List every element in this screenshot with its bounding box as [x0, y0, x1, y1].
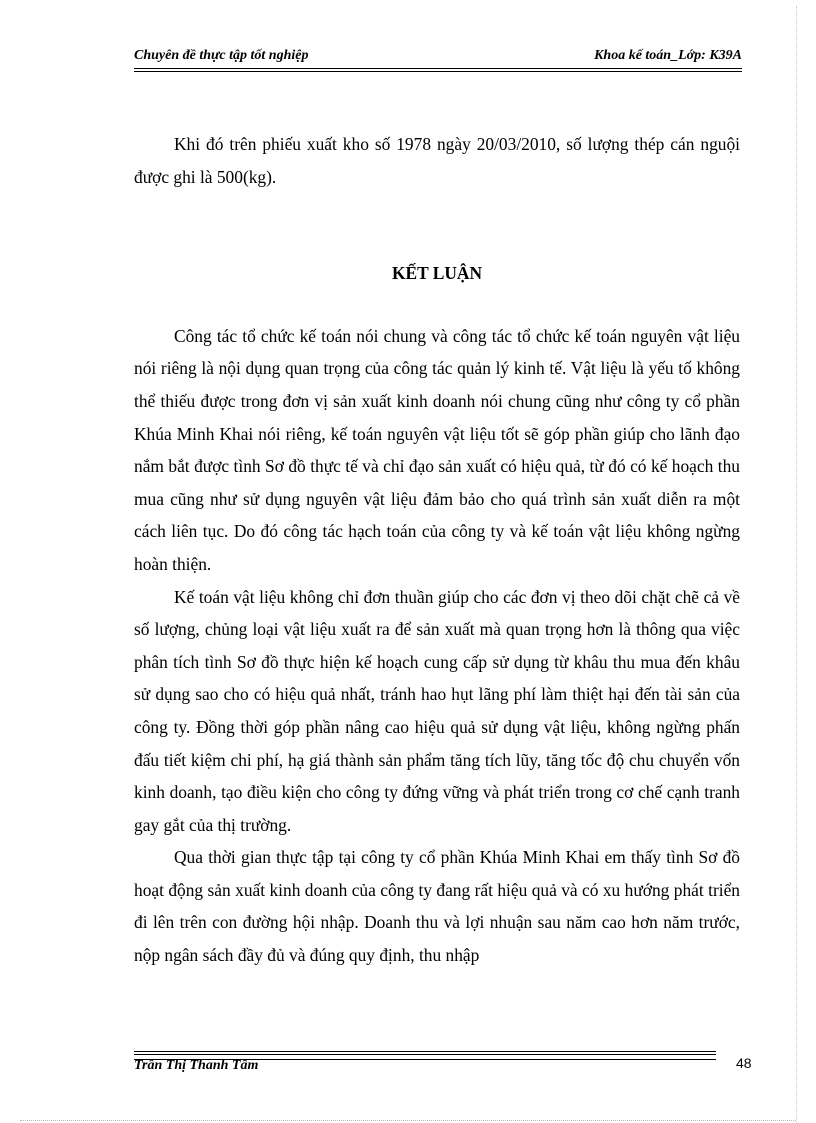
body-paragraph-3: Qua thời gian thực tập tại công ty cổ phần Khúa Minh Khai em thấy tình Sơ đồ hoạt động sản xuất kinh doanh của công ty đang rất hiệu quả và có xu hướng phát triển đi lên trên con đường hội nhập. Doanh thu và lợi nhuận sau năm cao hơn năm trước, nộp ngân sách đầy đủ và đúng quy định, thu nhập — [134, 847, 740, 966]
body-paragraph-2: Kế toán vật liệu không chỉ đơn thuần giúp cho các đơn vị theo dõi chặt chẽ cả về số lượng, chủng loại vật liệu xuất ra để sản xuất mà quan trọng hơn là thông qua việc phân tích tình Sơ đồ thực hiện kế hoạch cung cấp sử dụng từ khâu thu mua đến khâu sử dụng sao cho có hiệu quả nhất, tránh hao hụt lãng phí làm thiệt hại đến tài sản của công ty. Đồng thời góp phần nâng cao hiệu quả sử dụng vật liệu, không ngừng phấn đấu tiết kiệm chi phí, hạ giá thành sản phẩm tăng tích lũy, tăng tốc độ chu chuyển vốn kinh doanh, tạo điều kiện cho công ty đứng vững và phát triển trong cơ chế cạnh tranh gay gắt của thị trường. — [134, 586, 740, 835]
section-title: KẾT LUẬN — [391, 263, 483, 284]
intro-paragraph: Khi đó trên phiếu xuất kho số 1978 ngày 20/03/2010, số lượng thép cán nguội được ghi là 500(kg). — [134, 134, 740, 187]
header-document-title: Chuyên đề thực tập tốt nghiệp — [134, 48, 309, 63]
page-edge-bottom — [20, 1120, 796, 1121]
page-edge-right — [796, 6, 805, 1122]
header-divider — [134, 68, 742, 72]
document-body — [134, 128, 740, 972]
footer-author: Trần Thị Thanh Tâm — [134, 1058, 259, 1073]
body-paragraph-1: Công tác tổ chức kế toán nói chung và công tác tổ chức kế toán nguyên vật liệu nói riêng là nội dụng quan trọng của công tác quản lý kinh tế. Vật liệu là yếu tố không thể thiếu được trong đơn vị sản xuất kinh doanh nói chung cũng như công ty cổ phần Khúa Minh Khai nói riêng, kế toán nguyên vật liệu tốt sẽ góp phần giúp cho lãnh đạo nắm bắt được tình Sơ đồ thực tế và chỉ đạo sản xuất có hiệu quả, từ đó có kế hoạch thu mua cũng như sử dụng nguyên vật liệu đảm bảo cho quá trình sản xuất diễn ra một cách liên tục. Do đó công tác hạch toán của công ty và kế toán vật liệu không ngừng hoàn thiện. — [134, 325, 740, 574]
page-number: 48 — [736, 1055, 752, 1071]
header-department-class: Khoa kế toán_Lớp: K39A — [594, 48, 742, 63]
